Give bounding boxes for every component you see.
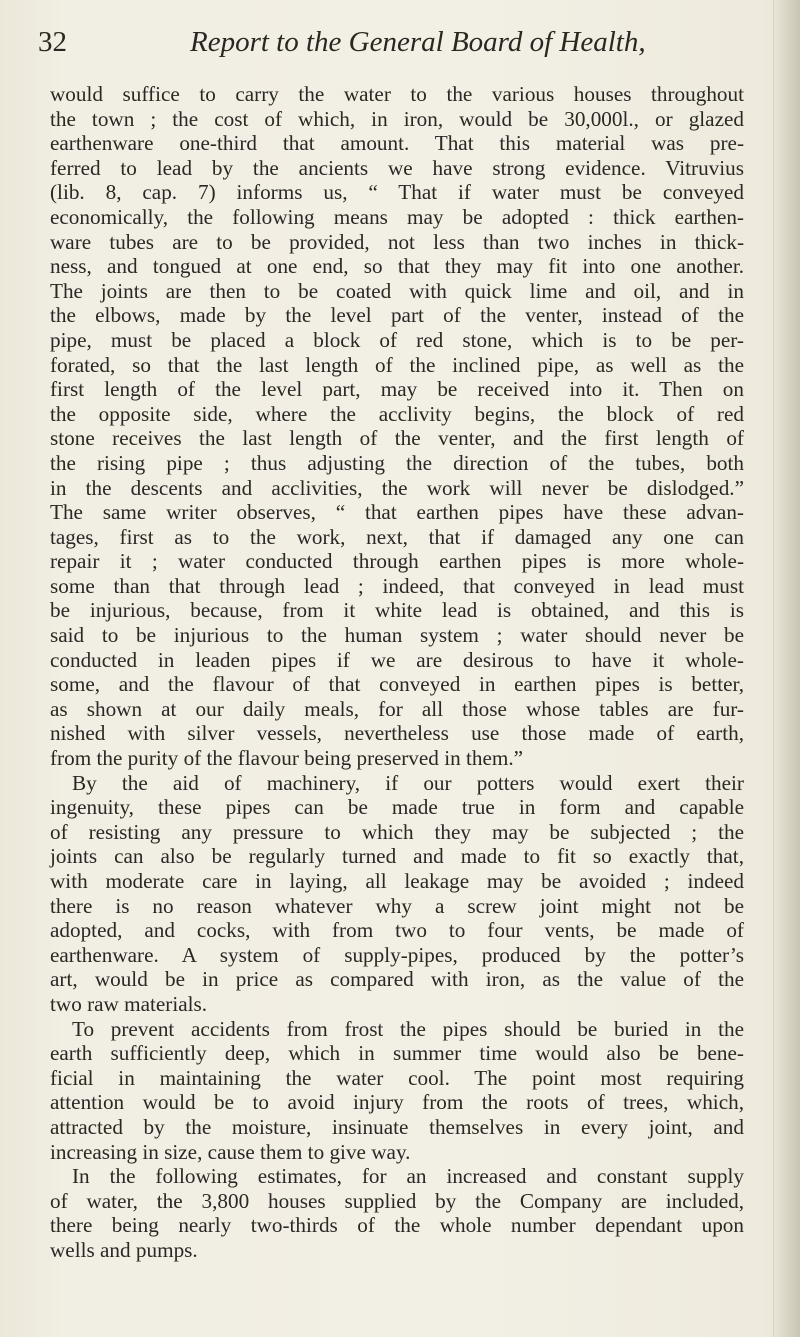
text-line: in the descents and acclivities, the work will never be dislodged.” (50, 475, 744, 500)
text-line: as shown at our daily meals, for all those whose tables are fur- (50, 696, 744, 721)
text-line: earthenware. A system of supply-pipes, produced by the potter’s (50, 942, 744, 967)
text-line: would suffice to carry the water to the various houses throughout (50, 82, 744, 106)
text-line: The same writer observes, “ that earthen pipes have these advan- (50, 500, 744, 525)
text-line: repair it ; water conducted through earthen pipes is more whole- (50, 549, 744, 574)
text-line: attention would be to avoid injury from the roots of trees, which, (50, 1090, 744, 1115)
text-line: the town ; the cost of which, in iron, would be 30,000l., or glazed (50, 106, 744, 131)
text-line: from the purity of the flavour being preserved in them.” (50, 746, 524, 771)
text-line: forated, so that the last length of the inclined pipe, as well as the (50, 352, 744, 377)
text-line: ware tubes are to be provided, not less than two inches in thick- (50, 229, 744, 254)
text-line: art, would be in price as compared with iron, as the value of the (50, 967, 744, 992)
text-line: To prevent accidents from frost the pipes should be buried in the (72, 1016, 744, 1041)
text-line: ingenuity, these pipes can be made true in form and capable (50, 795, 744, 820)
text-line: earth sufficiently deep, which in summer time would also be bene- (50, 1041, 744, 1066)
page-header (38, 26, 738, 66)
text-line: stone receives the last length of the venter, and the first length of (50, 426, 744, 451)
text-line: two raw materials. (50, 991, 208, 1016)
page-number: 32 (38, 26, 67, 58)
text-line: adopted, and cocks, with from two to four vents, be made of (50, 918, 744, 943)
text-line: the rising pipe ; thus adjusting the direction of the tubes, both (50, 450, 744, 475)
text-line: the elbows, made by the level part of the venter, instead of the (50, 303, 744, 328)
text-line: increasing in size, cause them to give way. (50, 1139, 411, 1164)
text-line: By the aid of machinery, if our potters would exert their (72, 770, 744, 795)
text-line: the opposite side, where the acclivity begins, the block of red (50, 401, 744, 426)
text-line: wells and pumps. (50, 1237, 198, 1262)
paragraph (50, 771, 744, 1017)
text-line: The joints are then to be coated with quick lime and oil, and in (50, 278, 744, 303)
text-line: be injurious, because, from it white lead is obtained, and this is (50, 598, 744, 623)
text-line: conducted in leaden pipes if we are desirous to have it whole- (50, 647, 744, 672)
text-line: some than that through lead ; indeed, that conveyed in lead must (50, 573, 744, 598)
text-line: pipe, must be placed a block of red stone, which is to be per- (50, 327, 744, 352)
text-line: ficial in maintaining the water cool. The point most requiring (50, 1065, 744, 1090)
text-line: nished with silver vessels, nevertheless use those made of earth, (50, 721, 744, 746)
text-line: there is no reason whatever why a screw joint might not be (50, 893, 744, 918)
text-line: ness, and tongued at one end, so that they may fit into one another. (50, 254, 744, 279)
text-line: there being nearly two-thirds of the whole number dependant upon (50, 1213, 744, 1238)
text-line: economically, the following means may be adopted : thick earthen- (50, 204, 744, 229)
text-line: some, and the flavour of that conveyed in earthen pipes is better, (50, 672, 744, 697)
text-line: joints can also be regularly turned and made to fit so exactly that, (50, 844, 744, 869)
paragraph (50, 1017, 744, 1165)
text-line: said to be injurious to the human system ; water should never be (50, 623, 744, 648)
body-text (50, 82, 744, 1263)
paragraph (50, 1164, 744, 1262)
text-line: tages, first as to the work, next, that if damaged any one can (50, 524, 744, 549)
text-line: attracted by the moisture, insinuate themselves in every joint, and (50, 1114, 744, 1139)
text-line: In the following estimates, for an increased and constant supply (72, 1164, 744, 1189)
text-line: of water, the 3,800 houses supplied by the Company are included, (50, 1188, 744, 1213)
text-line: with moderate care in laying, all leakage may be avoided ; indeed (50, 869, 744, 893)
text-line: earthenware one-third that amount. That this material was pre- (50, 131, 744, 156)
running-title: Report to the General Board of Health, (190, 26, 646, 58)
text-line: first length of the level part, may be received into it. Then on (50, 377, 744, 402)
paragraph (50, 82, 744, 771)
text-line: of resisting any pressure to which they may be subjected ; the (50, 819, 744, 844)
text-line: (lib. 8, cap. 7) informs us, “ That if water must be conveyed (50, 180, 744, 205)
page-edge (773, 0, 800, 1337)
text-line: ferred to lead by the ancients we have strong evidence. Vitruvius (50, 155, 744, 180)
